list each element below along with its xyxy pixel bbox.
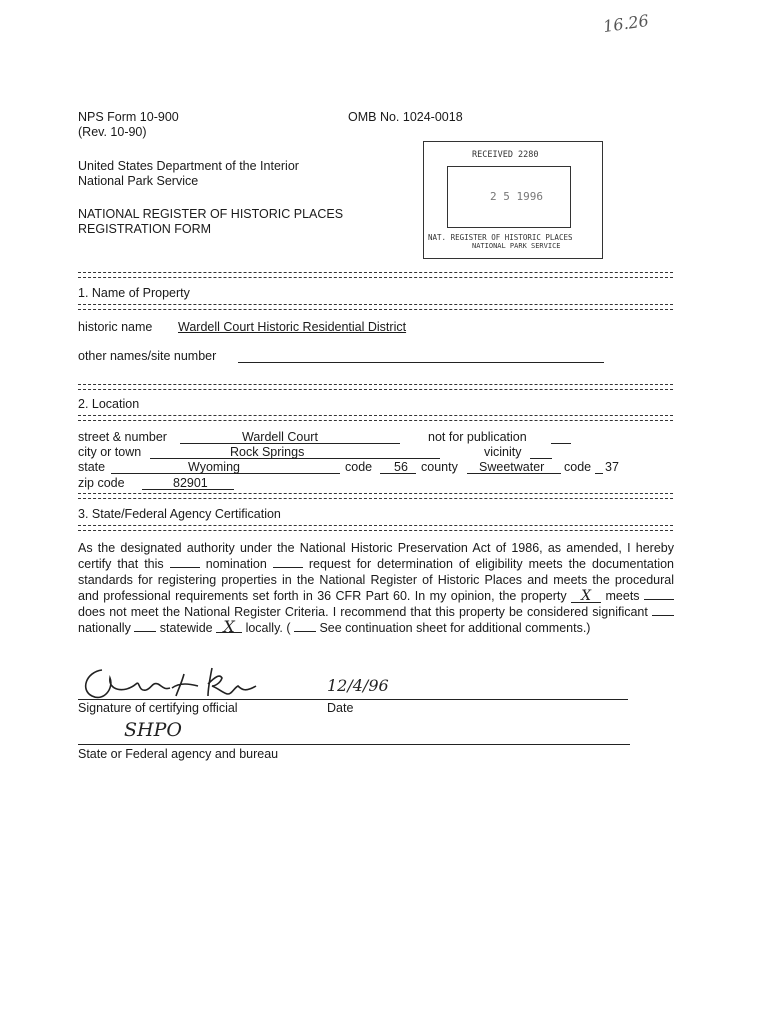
- omb-number: OMB No. 1024-0018: [348, 110, 463, 124]
- separator: [78, 304, 673, 310]
- does-not-meet-checkbox: [644, 588, 674, 600]
- county-label: county: [421, 460, 458, 474]
- agency-value: SHPO: [124, 719, 182, 741]
- separator: [78, 525, 673, 531]
- county-code-value: 37: [605, 460, 619, 474]
- city-label: city or town: [78, 445, 142, 459]
- city-value: Rock Springs: [230, 445, 305, 459]
- signature-line: [78, 699, 628, 700]
- form-title-line1: NATIONAL REGISTER OF HISTORIC PLACES: [78, 207, 344, 221]
- state-label: state: [78, 460, 106, 474]
- locally-checkbox: X: [216, 621, 242, 633]
- received-stamp-footer1: NAT. REGISTER OF HISTORIC PLACES: [428, 233, 573, 242]
- not-for-publication-line: [551, 443, 571, 444]
- nationally-checkbox: [652, 604, 674, 616]
- date-label: Date: [327, 701, 354, 715]
- not-for-publication-label: not for publication: [428, 430, 527, 444]
- state-value: Wyoming: [188, 460, 240, 474]
- agency-label: State or Federal agency and bureau: [78, 747, 279, 761]
- certification-text-1: As the designated authority under the National Historic Preservation Act of 1986, as amended, I hereby certify that this: [78, 541, 674, 571]
- section2-heading: 2. Location: [78, 397, 140, 411]
- historic-name-value: Wardell Court Historic Residential District: [178, 320, 407, 334]
- county-code-label: code: [564, 460, 592, 474]
- see-continuation-text: See continuation sheet for additional comments.): [319, 621, 591, 635]
- signature-label: Signature of certifying official: [78, 701, 238, 715]
- does-not-meet-text: does not meet the National Register Criteria. I recommend that this property be considered significant: [78, 605, 648, 619]
- nomination-label: nomination: [205, 557, 267, 571]
- received-stamp-label: RECEIVED 2280: [472, 150, 539, 160]
- received-stamp-footer2: NATIONAL PARK SERVICE: [472, 242, 561, 250]
- other-names-line: [238, 362, 604, 363]
- vicinity-line: [530, 458, 552, 459]
- zip-value: 82901: [173, 476, 208, 490]
- section3-heading: 3. State/Federal Agency Certification: [78, 507, 281, 521]
- locally-label: locally. (: [245, 621, 291, 635]
- county-value: Sweetwater: [479, 460, 545, 474]
- separator: [78, 493, 673, 499]
- agency-line: [78, 744, 630, 745]
- nationally-label: nationally: [78, 621, 131, 635]
- other-names-label: other names/site number: [78, 349, 217, 363]
- vicinity-label: vicinity: [484, 445, 522, 459]
- statewide-label: statewide: [159, 621, 213, 635]
- certification-text-2: request for determination of eligibility meets the documentation standards for registering properties in the National Register of Historic Places and meets the procedural and professional requirements set forth in 36 CFR Part 60. In my opinion, the property: [78, 557, 674, 603]
- meets-label: meets: [605, 589, 640, 603]
- meets-checkbox: X: [571, 591, 601, 603]
- continuation-checkbox: [294, 620, 316, 632]
- section1-heading: 1. Name of Property: [78, 286, 190, 300]
- state-code-value: 56: [394, 460, 408, 474]
- service-name: National Park Service: [78, 174, 199, 188]
- department-name: United States Department of the Interior: [78, 159, 299, 173]
- request-checkbox: [273, 556, 303, 568]
- signature-date-value: 12/4/96: [327, 676, 389, 695]
- county-code-line: [595, 473, 603, 474]
- separator: [78, 415, 673, 421]
- corner-handwritten-mark: 16.26: [601, 10, 650, 37]
- separator: [78, 272, 673, 278]
- form-number: NPS Form 10-900: [78, 110, 179, 124]
- street-label: street & number: [78, 430, 167, 444]
- received-stamp-date: 2 5 1996: [490, 190, 543, 203]
- form-revision: (Rev. 10-90): [78, 125, 147, 139]
- street-value: Wardell Court: [242, 430, 318, 444]
- separator: [78, 384, 673, 390]
- statewide-checkbox: [134, 620, 156, 632]
- zip-label: zip code: [78, 476, 125, 490]
- certification-paragraph: [78, 540, 674, 636]
- nomination-checkbox: [170, 556, 200, 568]
- historic-name-label: historic name: [78, 320, 153, 334]
- state-code-label: code: [345, 460, 373, 474]
- form-title-line2: REGISTRATION FORM: [78, 222, 212, 236]
